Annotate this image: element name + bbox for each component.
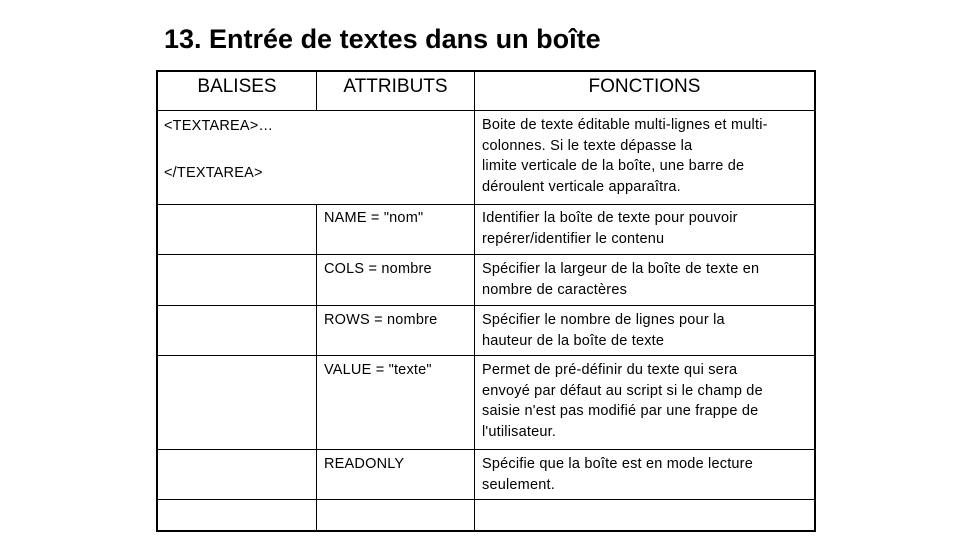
attribute-name: NAME = "nom" [324, 210, 424, 226]
header-balises: BALISES [197, 76, 277, 97]
tag-description [482, 115, 768, 197]
col-divider-2 [474, 70, 475, 532]
text-line: repérer/identifier le contenu [482, 230, 665, 247]
attribute-readonly: READONLY [324, 456, 405, 472]
text-line: Spécifier le nombre de lignes pour la [482, 312, 725, 328]
row-divider-3 [156, 305, 816, 306]
header-fonctions: FONCTIONS [588, 76, 701, 97]
text-line: Spécifie que la boîte est en mode lecture [482, 456, 753, 472]
row-divider-2 [156, 254, 816, 255]
function-value [482, 360, 763, 442]
tag-close: </TEXTAREA> [164, 165, 263, 181]
function-name [482, 208, 738, 249]
row-divider-6 [156, 499, 816, 500]
attribute-rows: ROWS = nombre [324, 312, 438, 328]
text-line: colonnes. Si le texte dépasse la [482, 137, 693, 154]
text-line: Identifier la boîte de texte pour pouvoir [482, 210, 738, 226]
attribute-cols: COLS = nombre [324, 261, 432, 277]
header-attributs: ATTRIBUTS [343, 76, 448, 97]
function-cols [482, 259, 759, 300]
header-divider [156, 110, 816, 111]
page-title: 13. Entrée de textes dans un boîte [164, 24, 601, 54]
tag-open: <TEXTAREA>… [164, 118, 274, 134]
text-line: hauteur de la boîte de texte [482, 332, 665, 349]
text-line: Permet de pré-définir du texte qui sera [482, 362, 738, 378]
text-line: Boite de texte éditable multi-lignes et multi- [482, 117, 768, 133]
text-line: saisie n'est pas modifié par une frappe de [482, 403, 759, 419]
row-divider-4 [156, 355, 816, 356]
text-line: déroulent verticale apparaîtra. [482, 178, 681, 195]
text-line: envoyé par défaut au script si le champ de [482, 382, 763, 399]
text-line: nombre de caractères [482, 281, 628, 298]
row-divider-1 [156, 204, 816, 205]
function-rows [482, 310, 725, 351]
text-line: seulement. [482, 476, 555, 493]
function-readonly [482, 454, 753, 495]
attribute-value: VALUE = "texte" [324, 362, 432, 378]
text-line: limite verticale de la boîte, une barre de [482, 158, 745, 174]
row-divider-5 [156, 449, 816, 450]
text-line: l'utilisateur. [482, 423, 557, 440]
text-line: Spécifier la largeur de la boîte de texte en [482, 261, 760, 277]
